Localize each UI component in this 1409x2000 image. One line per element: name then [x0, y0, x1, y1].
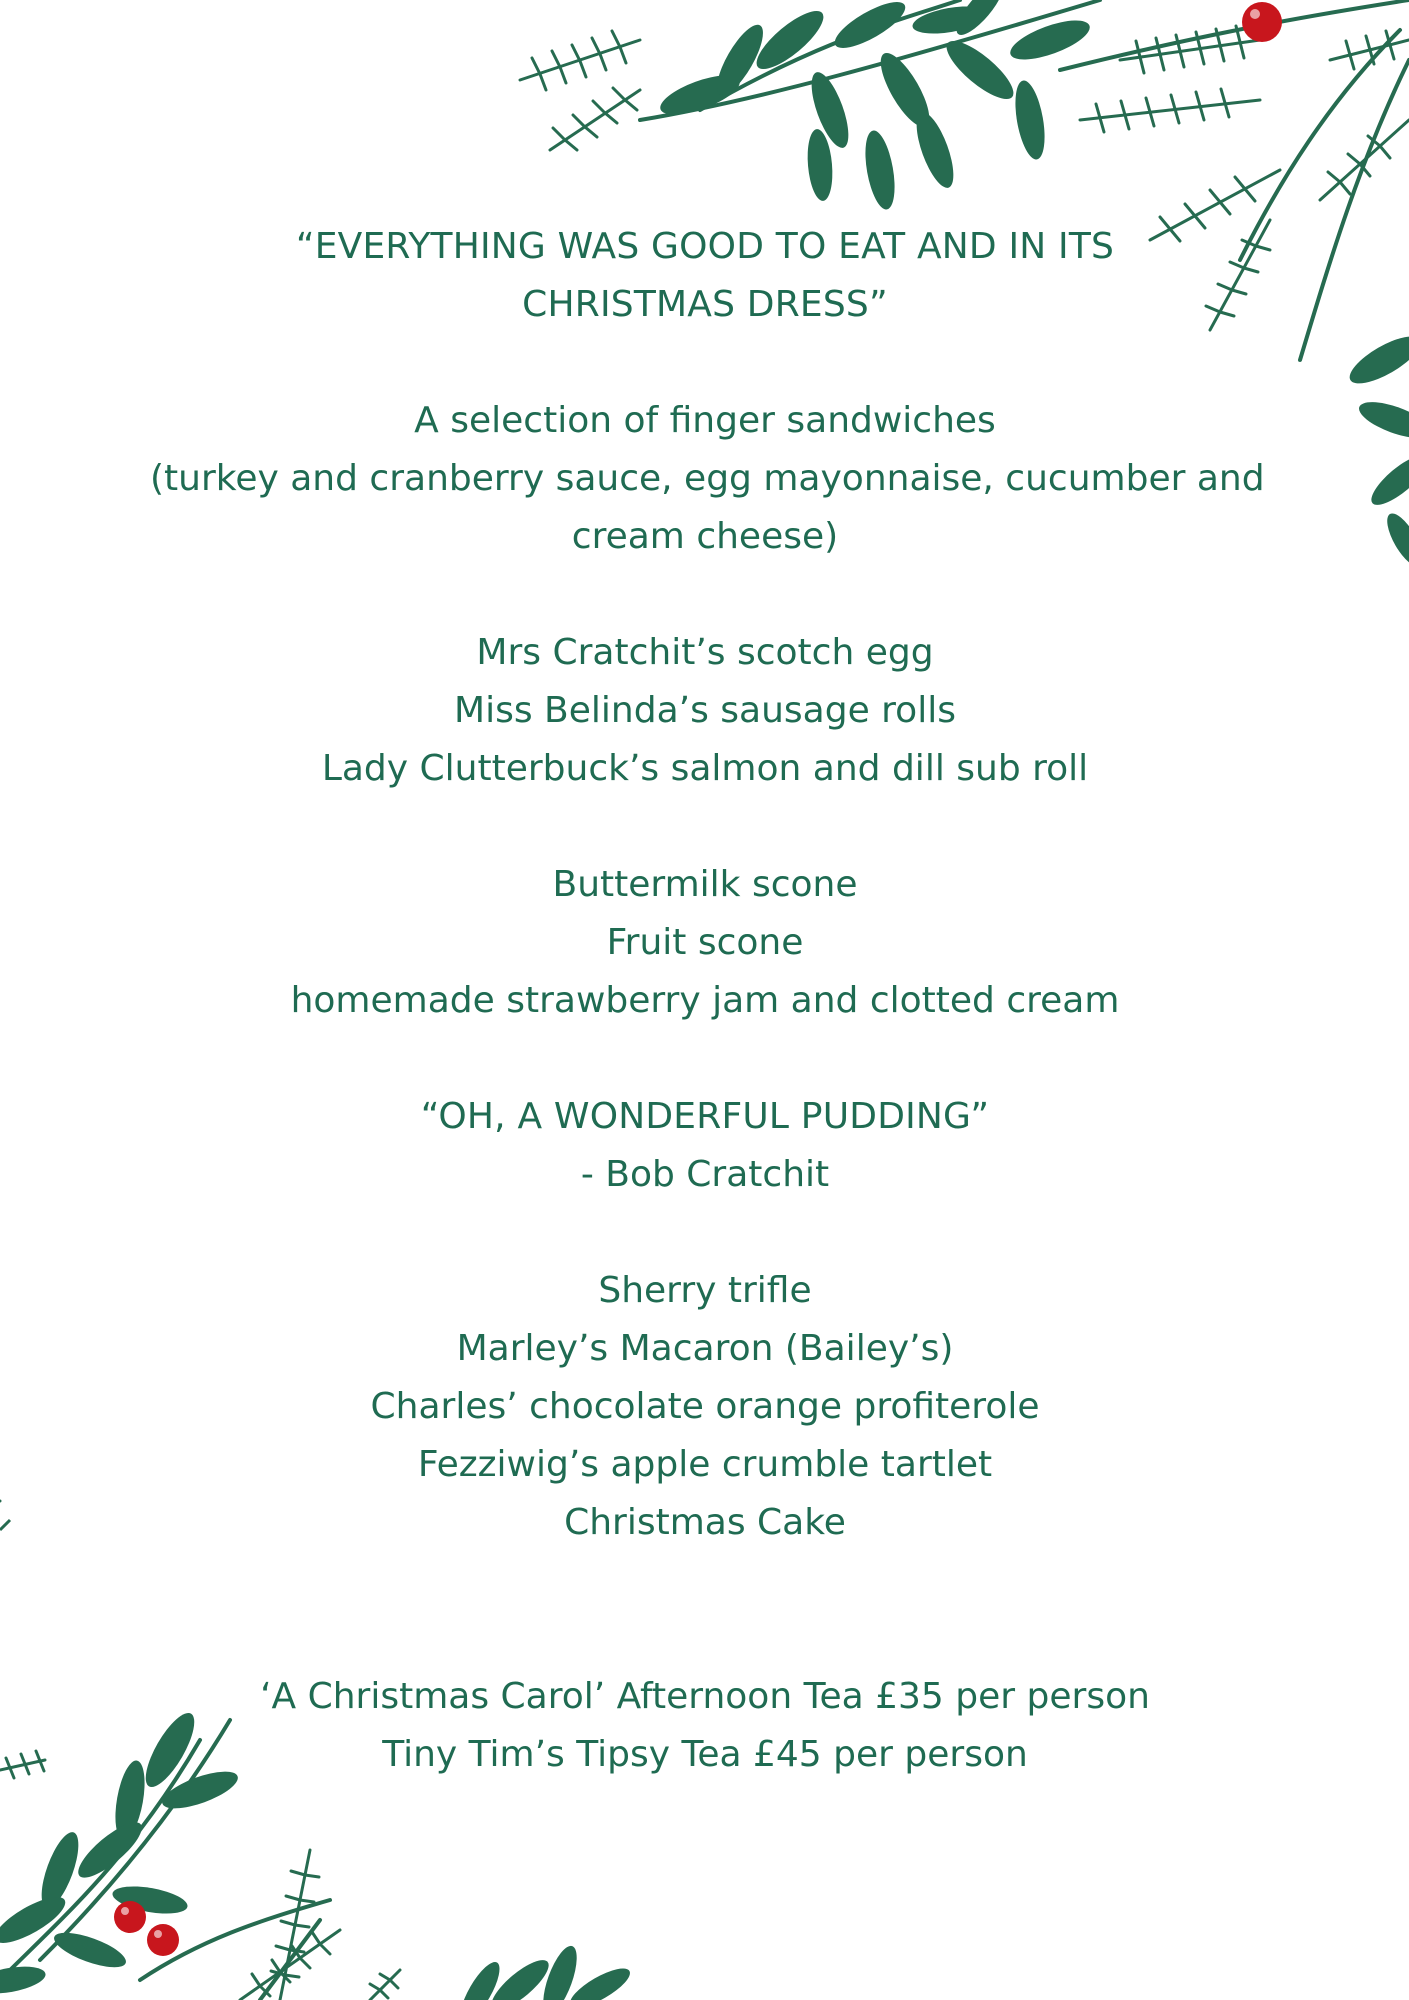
menu-item: Charles’ chocolate orange profiterole [370, 1386, 1040, 1427]
desserts-section [150, 1262, 1260, 1552]
menu-item: Marley’s Macaron (Bailey’s) [456, 1328, 954, 1369]
red-berry-icon [1242, 2, 1282, 42]
menu-item: homemade strawberry jam and clotted cream [290, 980, 1120, 1021]
sandwiches-detail-line-2: cream cheese) [571, 516, 839, 557]
quote-heading [150, 218, 1260, 334]
menu-item: Lady Clutterbuck’s salmon and dill sub roll [321, 748, 1089, 789]
menu-item: Sherry trifle [598, 1270, 812, 1311]
menu-item: Buttermilk scone [552, 864, 858, 905]
menu-item: Fezziwig’s apple crumble tartlet [417, 1444, 993, 1485]
quote-heading-line-2: CHRISTMAS DRESS” [522, 284, 888, 325]
left-edge-sprig-icon [0, 1500, 20, 1540]
pudding-quote: “OH, A WONDERFUL PUDDING” [420, 1096, 990, 1137]
menu-item: Miss Belinda’s sausage rolls [454, 690, 956, 731]
price-line: Tiny Tim’s Tipsy Tea £45 per person [382, 1734, 1028, 1775]
sandwiches-section [150, 392, 1265, 566]
red-berry-icon [114, 1901, 146, 1933]
pricing-section [150, 1668, 1260, 1784]
scones-section [150, 856, 1260, 1030]
menu-content [150, 218, 1265, 1784]
menu-item: Christmas Cake [564, 1502, 846, 1543]
red-berry-icon [147, 1924, 179, 1956]
pudding-attribution: - Bob Cratchit [580, 1154, 830, 1195]
savouries-section [150, 624, 1260, 798]
pudding-quote-section [150, 1088, 1260, 1204]
menu-item: Mrs Cratchit’s scotch egg [476, 632, 934, 673]
quote-heading-line-1: “EVERYTHING WAS GOOD TO EAT AND IN ITS [295, 226, 1115, 267]
sandwiches-title: A selection of finger sandwiches [414, 400, 996, 441]
menu-item: Fruit scone [606, 922, 804, 963]
sandwiches-detail-line-1: (turkey and cranberry sauce, egg mayonnaise, cucumber and [150, 458, 1265, 499]
price-line: ‘A Christmas Carol’ Afternoon Tea £35 per person [260, 1676, 1150, 1717]
